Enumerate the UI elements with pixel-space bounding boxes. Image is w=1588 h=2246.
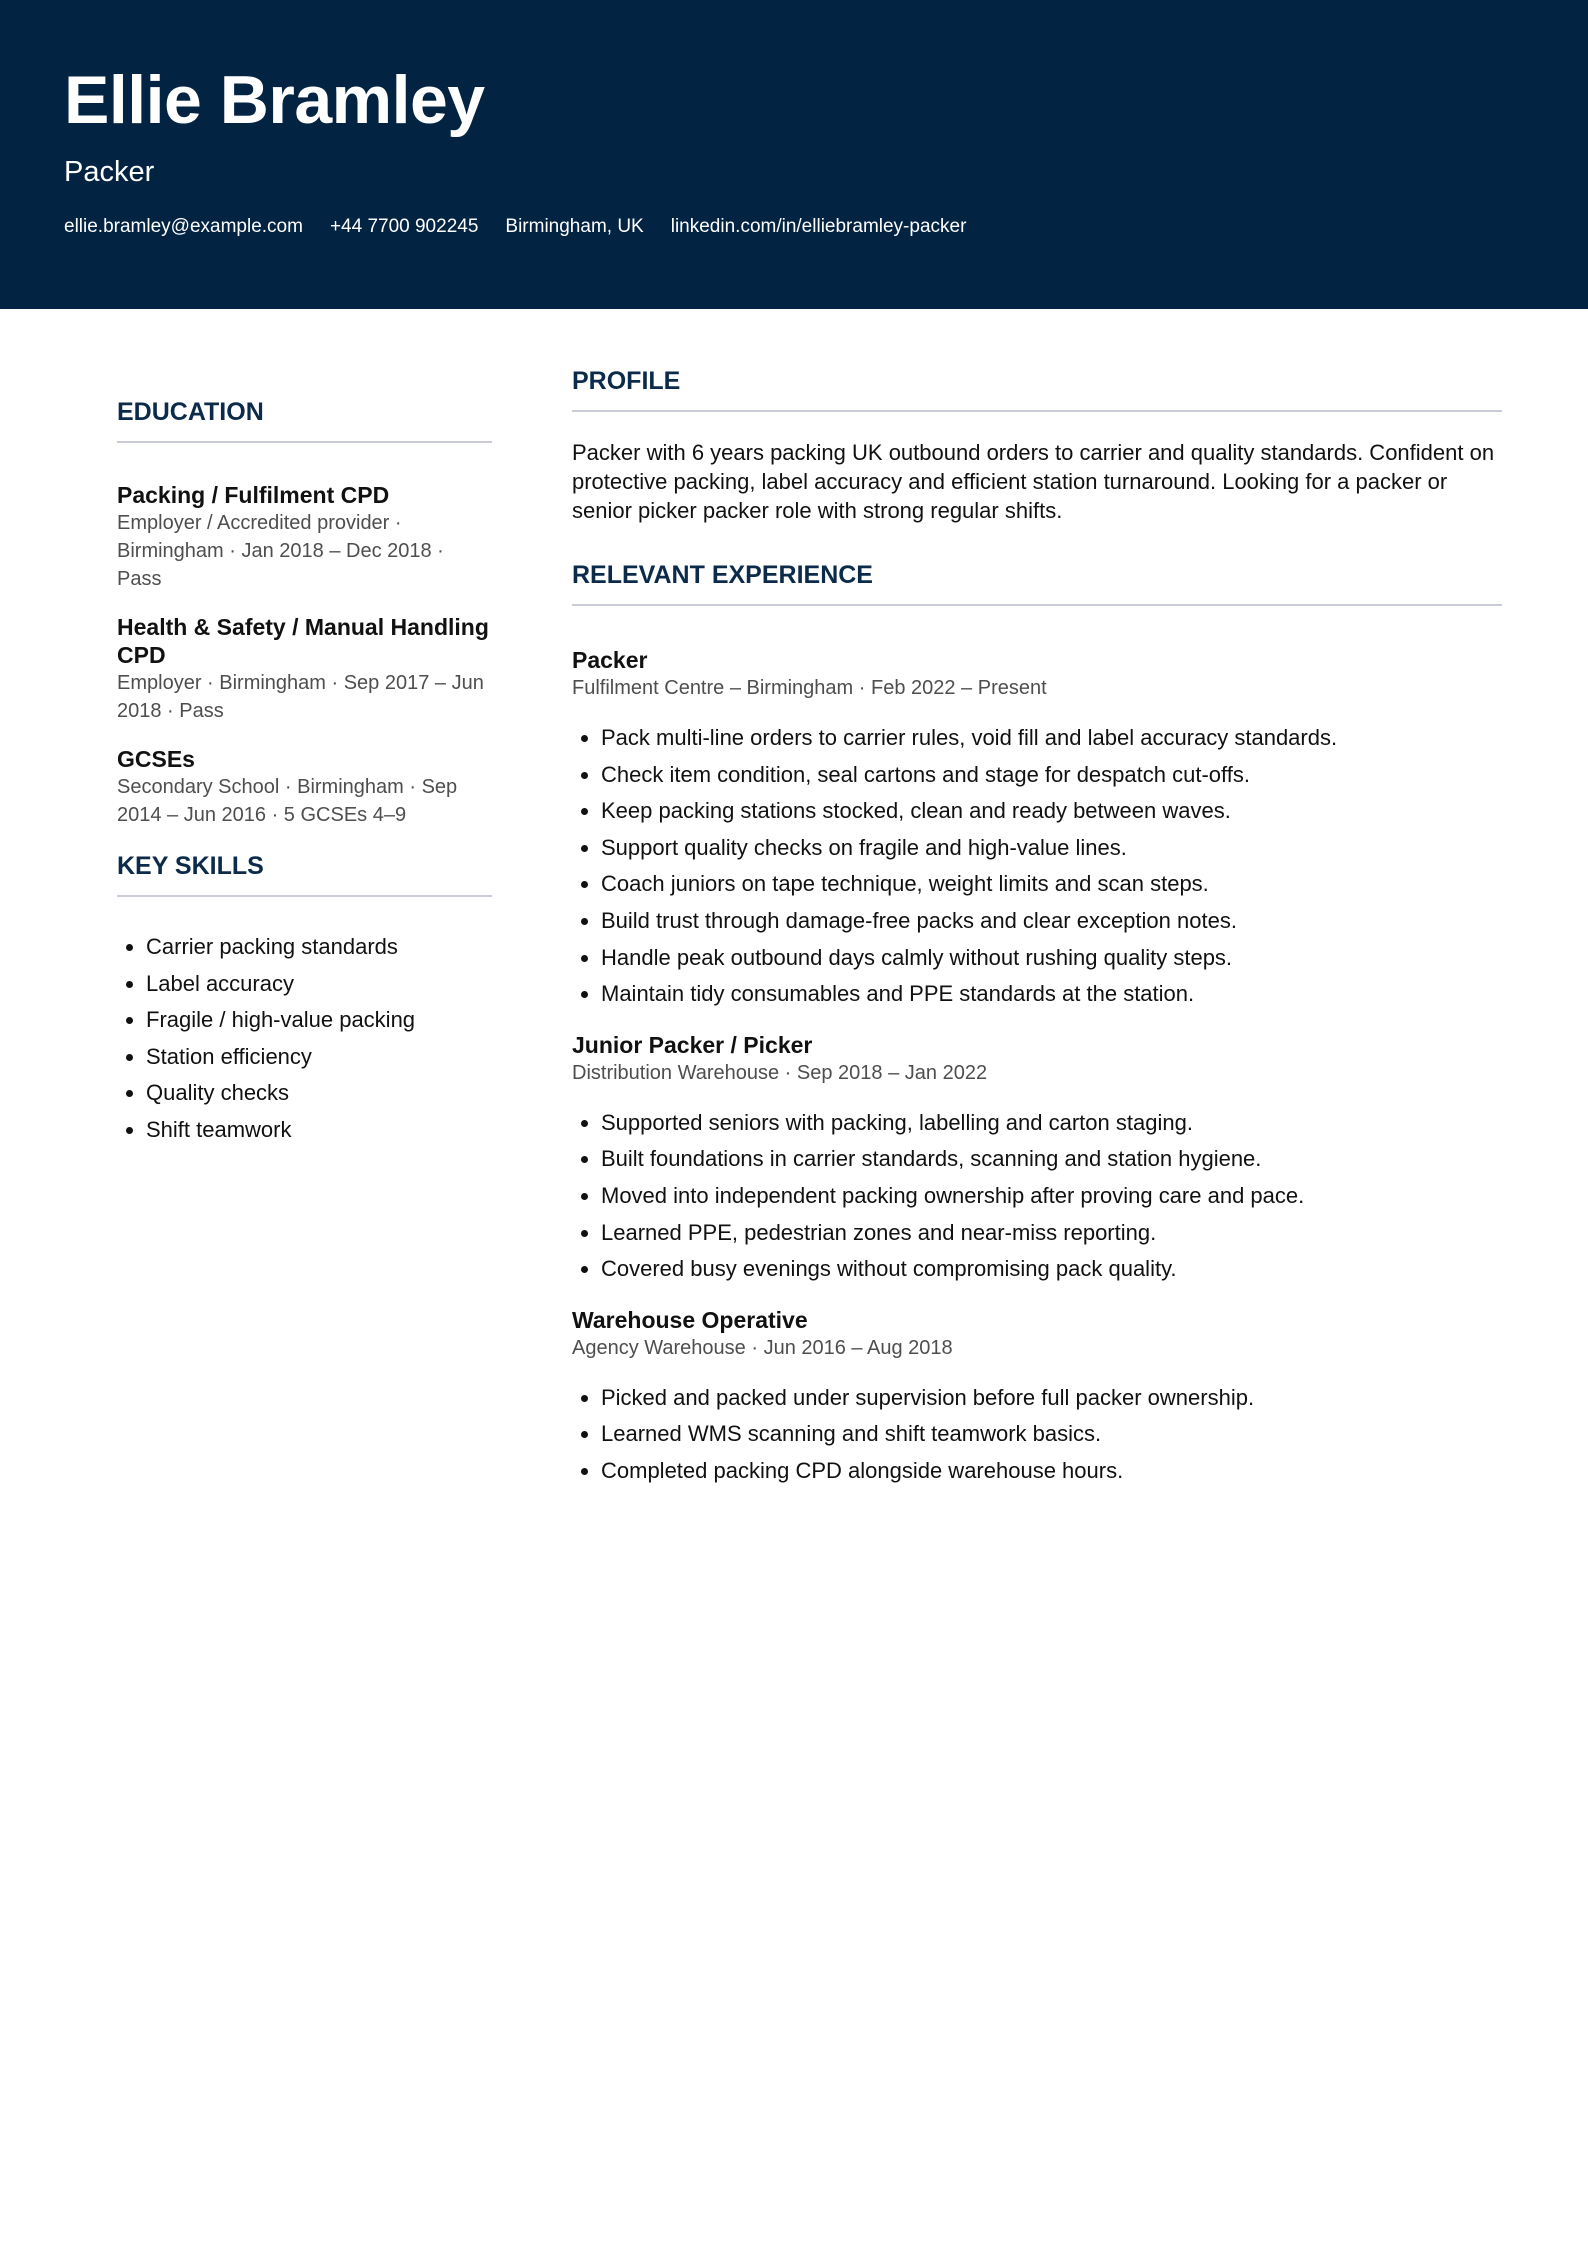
left-column bbox=[117, 395, 492, 1149]
skill-item: • Station efficiency bbox=[146, 1039, 492, 1076]
job-bullet: • Build trust through damage-free packs and clear exception notes. bbox=[601, 903, 1502, 940]
contact-location: Birmingham, UK bbox=[505, 216, 644, 237]
job-bullet: • Learned WMS scanning and shift teamwork basics. bbox=[601, 1416, 1502, 1453]
job-bullet: • Completed packing CPD alongside warehouse hours. bbox=[601, 1453, 1502, 1490]
job-bullet: • Built foundations in carrier standards, scanning and station hygiene. bbox=[601, 1141, 1502, 1178]
job-bullet: • Check item condition, seal cartons and stage for despatch cut-offs. bbox=[601, 757, 1502, 794]
skills-heading: KEY SKILLS bbox=[117, 849, 492, 897]
education-item bbox=[117, 481, 492, 593]
job-bullet: • Handle peak outbound days calmly without rushing quality steps. bbox=[601, 940, 1502, 977]
job-meta: Agency Warehouse · Jun 2016 – Aug 2018 bbox=[572, 1336, 953, 1359]
job-bullets bbox=[572, 1105, 1502, 1288]
job-bullet: • Moved into independent packing ownership after proving care and pace. bbox=[601, 1178, 1502, 1215]
profile-heading: PROFILE bbox=[572, 364, 1502, 412]
education-list bbox=[117, 481, 492, 829]
education-item-meta: Employer · Birmingham · Sep 2017 – Jun 2018 · Pass bbox=[117, 672, 484, 722]
job-bullet: • Keep packing stations stocked, clean and ready between waves. bbox=[601, 793, 1502, 830]
education-item bbox=[117, 745, 492, 829]
contact-email: ellie.bramley@example.com bbox=[64, 216, 303, 237]
job-bullets bbox=[572, 1380, 1502, 1490]
job-title: Junior Packer / Picker bbox=[572, 1031, 813, 1058]
resume-header bbox=[0, 0, 1588, 309]
contact-linkedin: linkedin.com/in/elliebramley-packer bbox=[670, 216, 967, 237]
job-title: Packer bbox=[572, 647, 648, 673]
job-entry bbox=[572, 646, 1502, 1013]
experience-list bbox=[572, 646, 1502, 1490]
skill-item: • Carrier packing standards bbox=[146, 929, 492, 966]
job-title: Warehouse Operative bbox=[572, 1306, 808, 1333]
candidate-role: Packer bbox=[64, 156, 155, 188]
skill-item: • Shift teamwork bbox=[146, 1112, 492, 1149]
education-heading: EDUCATION bbox=[117, 395, 492, 443]
skill-item: • Label accuracy bbox=[146, 966, 492, 1003]
job-bullet: • Support quality checks on fragile and high-value lines. bbox=[601, 830, 1502, 867]
skill-item: • Fragile / high-value packing bbox=[146, 1002, 492, 1039]
job-bullet: • Pack multi-line orders to carrier rules, void fill and label accuracy standards. bbox=[601, 720, 1502, 757]
right-column bbox=[572, 364, 1502, 1508]
job-entry bbox=[572, 1306, 1502, 1490]
job-bullet: • Coach juniors on tape technique, weight limits and scan steps. bbox=[601, 866, 1502, 903]
contact-line bbox=[64, 213, 993, 241]
education-item-meta: Employer / Accredited provider · Birmingham · Jan 2018 – Dec 2018 · Pass bbox=[117, 512, 444, 590]
education-item bbox=[117, 613, 492, 725]
job-entry bbox=[572, 1031, 1502, 1288]
experience-heading: RELEVANT EXPERIENCE bbox=[572, 558, 1502, 606]
education-item-title: GCSEs bbox=[117, 746, 195, 772]
contact-phone: +44 7700 902245 bbox=[329, 216, 479, 237]
candidate-name: Ellie Bramley bbox=[64, 62, 485, 138]
job-bullet: • Learned PPE, pedestrian zones and near-miss reporting. bbox=[601, 1215, 1502, 1252]
job-meta: Distribution Warehouse · Sep 2018 – Jan 2022 bbox=[572, 1061, 988, 1084]
job-bullet: • Picked and packed under supervision before full packer ownership. bbox=[601, 1380, 1502, 1417]
skill-item: • Quality checks bbox=[146, 1075, 492, 1112]
job-meta: Fulfilment Centre – Birmingham · Feb 2022 – Present bbox=[572, 677, 1047, 699]
education-item-meta: Secondary School · Birmingham · Sep 2014 – Jun 2016 · 5 GCSEs 4–9 bbox=[117, 776, 458, 826]
job-bullet: • Maintain tidy consumables and PPE standards at the station. bbox=[601, 976, 1502, 1013]
skills-list bbox=[117, 929, 492, 1149]
education-item-title: Packing / Fulfilment CPD bbox=[117, 482, 390, 508]
job-bullets bbox=[572, 720, 1502, 1013]
job-bullet: • Covered busy evenings without compromising pack quality. bbox=[601, 1251, 1502, 1288]
job-bullet: • Supported seniors with packing, labelling and carton staging. bbox=[601, 1105, 1502, 1142]
profile-summary: Packer with 6 years packing UK outbound orders to carrier and quality standards. Confident on protective packing, label accuracy and efficient station turnaround. Looking for a packer or senior picker packer role with strong regular shifts. bbox=[572, 440, 1495, 523]
education-item-title: Health & Safety / Manual Handling CPD bbox=[117, 614, 489, 668]
